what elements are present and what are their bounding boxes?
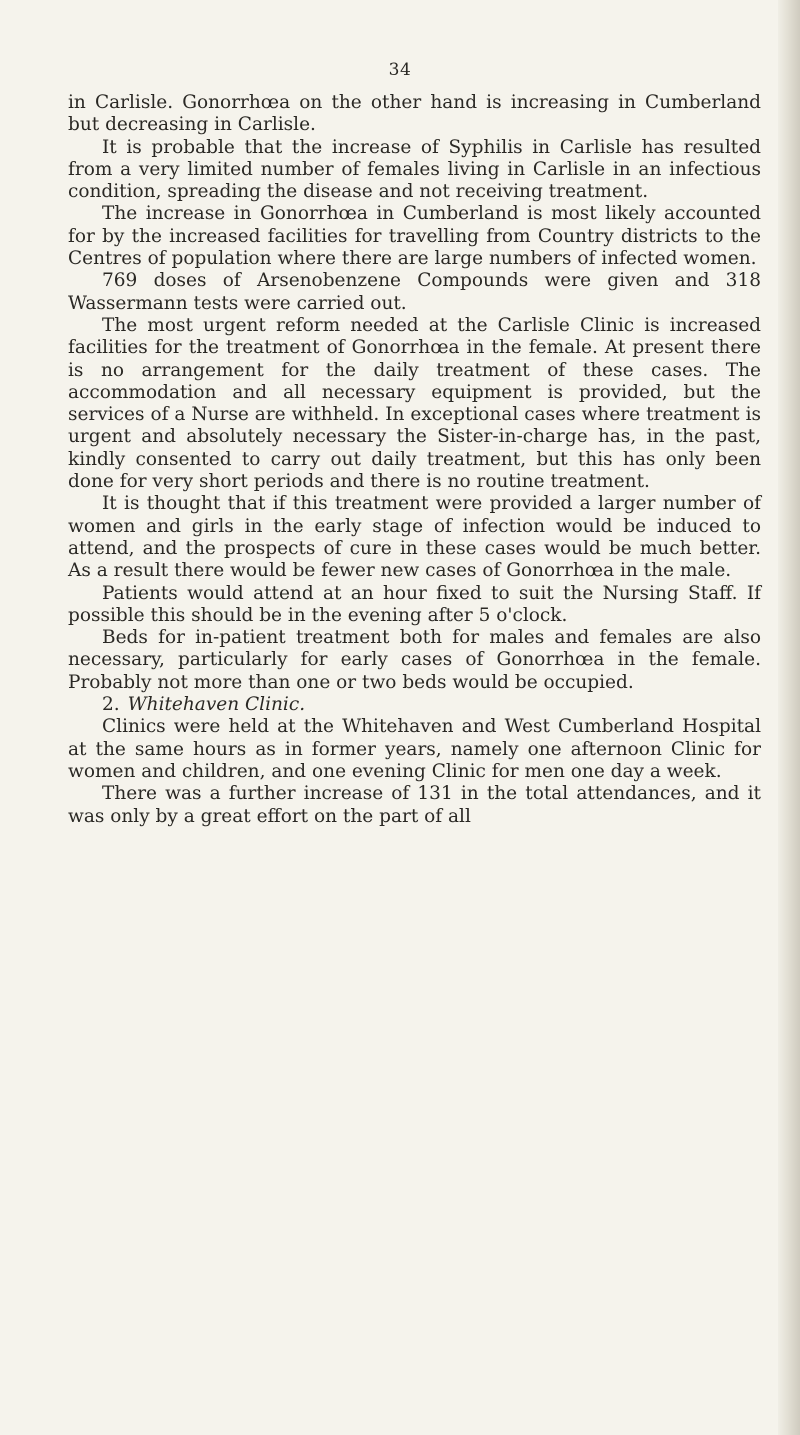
body-text <box>68 92 761 828</box>
section-number: 2. <box>102 694 120 716</box>
paragraph-gonorrhoea-increase: The increase in Gonorrhœa in Cumberland is most likely accounted for by the increased facilities for travelling from Country districts to the Centres of population where there are large numbers of infected women. <box>68 203 761 270</box>
section-heading <box>68 694 761 716</box>
paragraph-beds: Beds for in-patient treatment both for males and females are also necessary, particularly for early cases of Gonorrhœa in the female. Probably not more than one or two beds would be occupied. <box>68 627 761 693</box>
paragraph-continued: in Carlisle. Gonorrhœa on the other hand is increasing in Cumberland but decreasing in Carlisle. <box>68 92 761 136</box>
section-title: Whitehaven Clinic. <box>127 694 306 716</box>
paragraph-clinics-held: Clinics were held at the Whitehaven and West Cumberland Hospital at the same hours as in former years, namely one afternoon Clinic for women and children, and one evening Clinic for men one day a week. <box>68 716 761 782</box>
paragraph-attendance-increase: There was a further increase of 131 in the total attendances, and it was only by a great effort on the part of all <box>68 783 761 827</box>
paragraph-urgent-reform: The most urgent reform needed at the Carlisle Clinic is increased facilities for the treatment of Gonorrhœa in the female. At present there is no arrangement for the daily treatment of these cases. The accommodation and all necessary equipment is provided, but the services of a Nurse are withheld. In exceptional cases where treatment is urgent and absolutely necessary the Sister-in-charge has, in the past, kindly consented to carry out daily treatment, but this has only been done for very short periods and there is no routine treatment. <box>68 314 761 493</box>
paragraph-syphilis-increase: It is probable that the increase of Syphilis in Carlisle has resulted from a very limited number of females living in Carlisle in an infectious condition, spreading the disease and not receiving treatment. <box>68 136 761 203</box>
paragraph-doses: 769 doses of Arsenobenzene Compounds were given and 318 Wassermann tests were carried out. <box>68 270 761 314</box>
paragraph-attendance-hour: Patients would attend at an hour fixed to suit the Nursing Staff. If possible this should be in the evening after 5 o'clock. <box>68 582 761 626</box>
page-edge-shadow <box>778 0 800 1435</box>
paragraph-treatment-benefit: It is thought that if this treatment were provided a larger number of women and girls in the early stage of infection would be induced to attend, and the prospects of cure in these cases would be much better. As a result there would be fewer new cases of Gonorrhœa in the male. <box>68 493 761 582</box>
page-number: 34 <box>388 60 412 80</box>
